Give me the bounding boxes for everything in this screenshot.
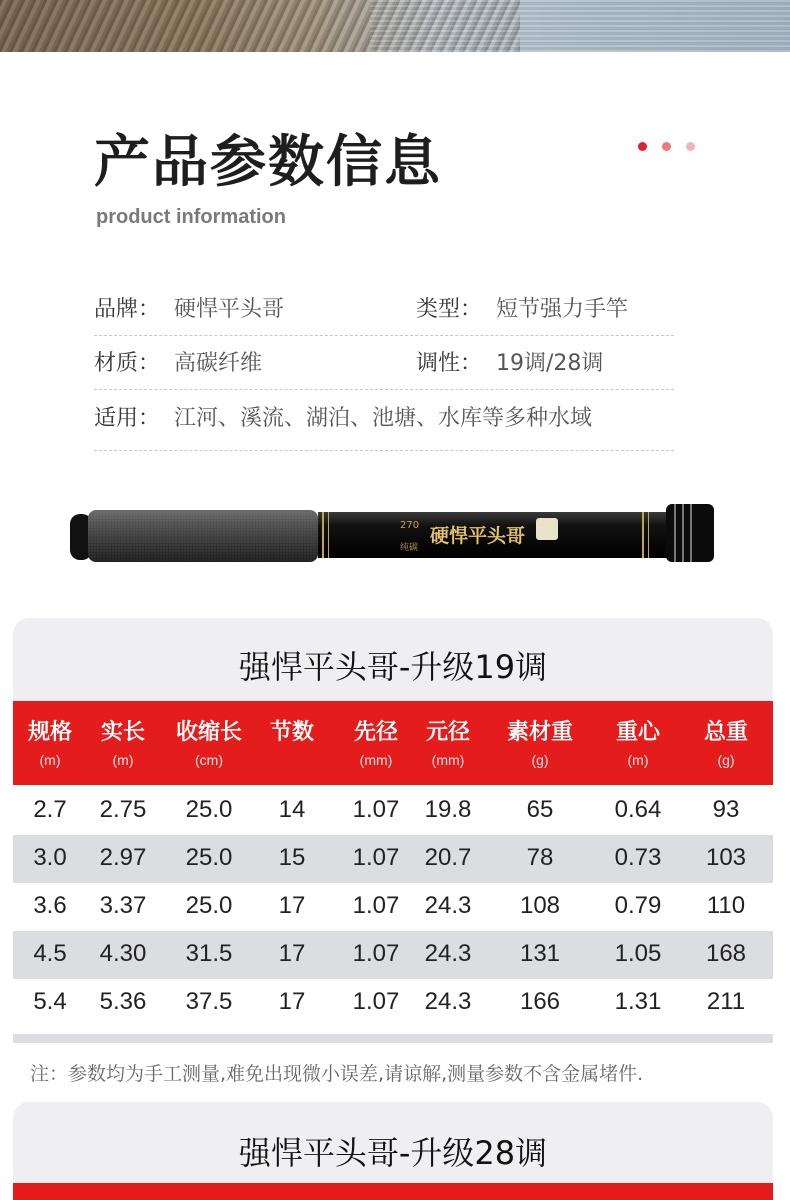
table-cell: 4.5 bbox=[33, 940, 67, 967]
table-row bbox=[13, 979, 773, 1027]
column-header bbox=[262, 701, 322, 785]
table-cell: 0.73 bbox=[614, 844, 662, 871]
table-cell: 0.79 bbox=[614, 892, 662, 919]
column-header-label: 节数 bbox=[269, 720, 314, 745]
measurement-note: 注：参数均为手工测量,难免出现微小误差,请谅解,测量参数不含金属堵件. bbox=[30, 1063, 644, 1085]
column-header-unit: (mm) bbox=[359, 752, 393, 768]
table-cell: 1.31 bbox=[614, 988, 662, 1015]
table-cell: 1.07 bbox=[352, 844, 400, 871]
column-header-unit: (g) bbox=[531, 752, 549, 768]
column-header-unit: (cm) bbox=[195, 752, 223, 768]
fishing-rod-image bbox=[70, 502, 714, 568]
top-photo-banner bbox=[0, 0, 790, 52]
column-header-unit: (m) bbox=[627, 752, 649, 768]
column-header bbox=[413, 701, 483, 785]
table-cell: 131 bbox=[519, 940, 561, 967]
info-row-brand-type bbox=[94, 282, 674, 336]
table-cell: 19.8 bbox=[424, 796, 472, 823]
column-header bbox=[88, 701, 158, 785]
table-header-28 bbox=[13, 1183, 773, 1200]
table-cell: 3.37 bbox=[99, 892, 147, 919]
brand-label: 品牌： bbox=[94, 297, 161, 322]
table-cell: 65 bbox=[526, 796, 554, 823]
table-cell: 25.0 bbox=[185, 844, 233, 871]
column-header-label: 收缩长 bbox=[175, 720, 242, 745]
column-header bbox=[490, 701, 590, 785]
table-cell: 166 bbox=[519, 988, 561, 1015]
column-header-label: 元径 bbox=[425, 720, 470, 745]
column-header bbox=[598, 701, 678, 785]
tone-label: 调性： bbox=[416, 351, 483, 376]
table-cell: 108 bbox=[519, 892, 561, 919]
table-title-19: 强悍平头哥-升级19调 bbox=[238, 648, 548, 686]
table-row bbox=[13, 835, 773, 883]
dot-icon bbox=[638, 142, 647, 151]
material-value: 高碳纤维 bbox=[174, 351, 263, 376]
table-cell: 4.30 bbox=[99, 940, 147, 967]
table-cell: 78 bbox=[526, 844, 554, 871]
column-header bbox=[336, 701, 416, 785]
rod-logo-icon bbox=[536, 518, 558, 540]
table-cell: 24.3 bbox=[424, 892, 472, 919]
table-cell: 24.3 bbox=[424, 988, 472, 1015]
table-cell: 20.7 bbox=[424, 844, 472, 871]
column-header-unit: (g) bbox=[717, 752, 735, 768]
table-row bbox=[13, 883, 773, 931]
table-cell: 31.5 bbox=[185, 940, 233, 967]
material-label: 材质： bbox=[94, 351, 161, 376]
table-cell: 17 bbox=[278, 988, 306, 1015]
table-cell: 25.0 bbox=[185, 892, 233, 919]
column-header-unit: (m) bbox=[112, 752, 134, 768]
column-header-unit: (mm) bbox=[431, 752, 465, 768]
table-cell: 3.0 bbox=[33, 844, 67, 871]
dot-icon bbox=[686, 142, 695, 151]
table-cell: 1.07 bbox=[352, 988, 400, 1015]
table-title-28: 强悍平头哥-升级28调 bbox=[238, 1134, 548, 1172]
rod-small-mark: 纯碳 bbox=[400, 543, 419, 553]
table-cell: 17 bbox=[278, 940, 306, 967]
table-cell: 211 bbox=[706, 988, 746, 1015]
column-header bbox=[15, 701, 85, 785]
decorative-dots bbox=[638, 142, 695, 151]
table-bottom-band bbox=[13, 1034, 773, 1043]
column-header-label: 重心 bbox=[615, 720, 660, 745]
usage-value: 江河、溪流、湖泊、池塘、水库等多种水域 bbox=[174, 406, 593, 431]
table-cell: 24.3 bbox=[424, 940, 472, 967]
table-body bbox=[13, 785, 773, 1043]
column-header-label: 素材重 bbox=[506, 720, 573, 745]
table-cell: 5.4 bbox=[33, 988, 67, 1015]
table-cell: 17 bbox=[278, 892, 306, 919]
table-cell: 2.7 bbox=[33, 796, 67, 823]
page-subtitle: product information bbox=[96, 206, 286, 228]
column-header-label: 规格 bbox=[27, 720, 72, 745]
table-cell: 5.36 bbox=[99, 988, 147, 1015]
table-cell: 1.07 bbox=[352, 940, 400, 967]
column-header bbox=[686, 701, 766, 785]
column-header-label: 先径 bbox=[353, 720, 398, 745]
rod-brand-mark: 硬悍平头哥 bbox=[430, 525, 526, 547]
usage-label: 适用： bbox=[94, 406, 161, 431]
table-header bbox=[13, 701, 773, 785]
table-cell: 93 bbox=[712, 796, 740, 823]
table-row bbox=[13, 931, 773, 979]
type-value: 短节强力手竿 bbox=[496, 297, 629, 322]
column-header-unit: (m) bbox=[39, 752, 61, 768]
table-row bbox=[13, 787, 773, 835]
rod-length-mark: 270 bbox=[400, 520, 420, 531]
column-header bbox=[159, 701, 259, 785]
table-cell: 1.05 bbox=[614, 940, 662, 967]
brand-value: 硬悍平头哥 bbox=[174, 297, 285, 322]
table-cell: 0.64 bbox=[614, 796, 662, 823]
type-label: 类型： bbox=[416, 297, 483, 322]
column-header-label: 总重 bbox=[703, 720, 748, 745]
info-row-usage bbox=[94, 391, 674, 451]
page-title: 产品参数信息 bbox=[94, 130, 442, 195]
table-cell: 103 bbox=[705, 844, 747, 871]
table-cell: 25.0 bbox=[185, 796, 233, 823]
tone-value: 19调/28调 bbox=[496, 351, 604, 376]
water-image bbox=[370, 0, 790, 52]
info-row-material-tone bbox=[94, 336, 674, 390]
table-cell: 110 bbox=[706, 892, 746, 919]
table-cell: 14 bbox=[278, 796, 306, 823]
table-cell: 3.6 bbox=[33, 892, 67, 919]
table-cell: 1.07 bbox=[352, 796, 400, 823]
table-cell: 37.5 bbox=[185, 988, 233, 1015]
table-cell: 1.07 bbox=[352, 892, 400, 919]
table-cell: 168 bbox=[705, 940, 747, 967]
table-cell: 15 bbox=[278, 844, 306, 871]
dot-icon bbox=[662, 142, 671, 151]
column-header-label: 实长 bbox=[100, 720, 145, 745]
table-cell: 2.97 bbox=[99, 844, 147, 871]
table-cell: 2.75 bbox=[99, 796, 147, 823]
